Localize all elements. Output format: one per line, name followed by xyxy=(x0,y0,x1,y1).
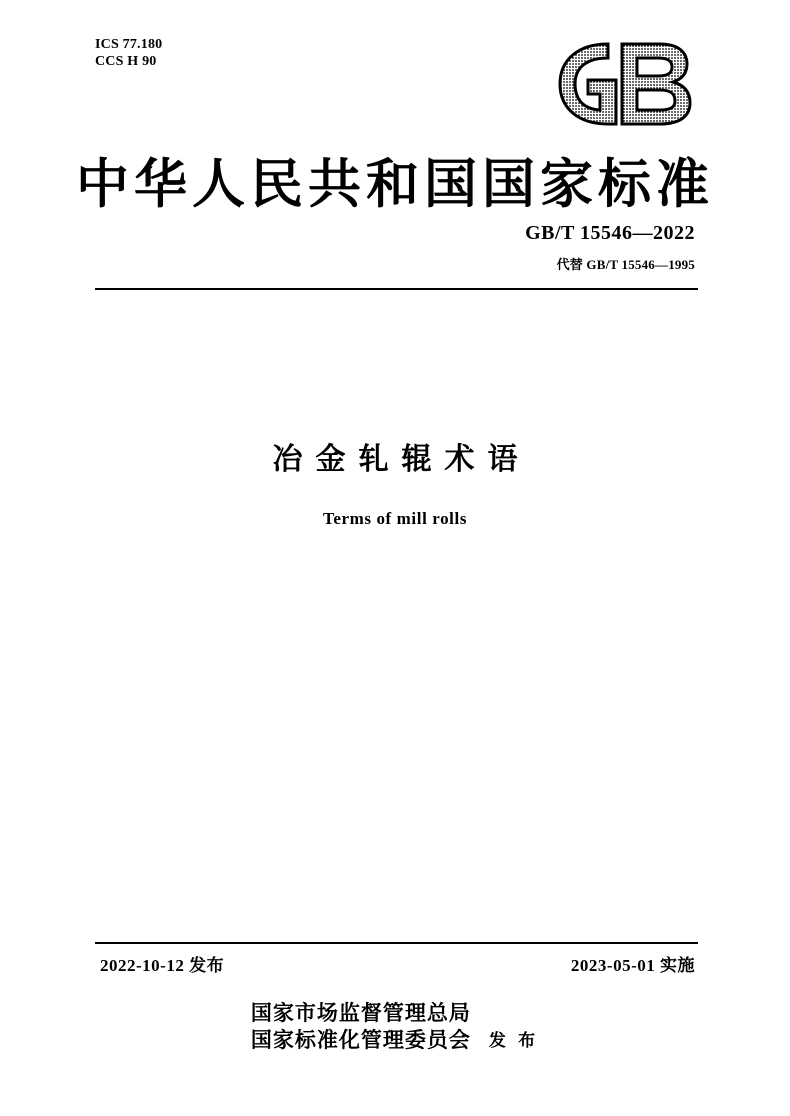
issuer-line-2: 国家标准化管理委员会 xyxy=(250,1028,471,1052)
divider-bottom xyxy=(95,942,698,944)
issuing-organizations xyxy=(0,1000,790,1054)
authority-title: 中华人民共和国国家标准 xyxy=(76,156,714,214)
issuer-publish-label: 发 布 xyxy=(488,1031,540,1050)
document-title-chinese: 冶金轧辊术语 xyxy=(272,443,531,476)
classification-codes xyxy=(95,36,162,70)
effective-date: 2023-05-01 实施 xyxy=(570,956,695,975)
ccs-code: CCS H 90 xyxy=(95,54,157,69)
issuer-line-1: 国家市场监督管理总局 xyxy=(250,1001,471,1025)
ics-code: ICS 77.180 xyxy=(95,37,163,52)
gb-emblem-icon xyxy=(548,36,698,132)
standard-number: GB/T 15546—2022 xyxy=(525,222,695,244)
issue-date: 2022-10-12 发布 xyxy=(100,956,225,975)
document-title-english: Terms of mill rolls xyxy=(322,509,468,528)
issuer-names xyxy=(251,1000,471,1054)
standard-number-block xyxy=(525,222,695,273)
standard-replaces: 代替 GB/T 15546—1995 xyxy=(556,257,695,272)
divider-top xyxy=(95,288,698,290)
